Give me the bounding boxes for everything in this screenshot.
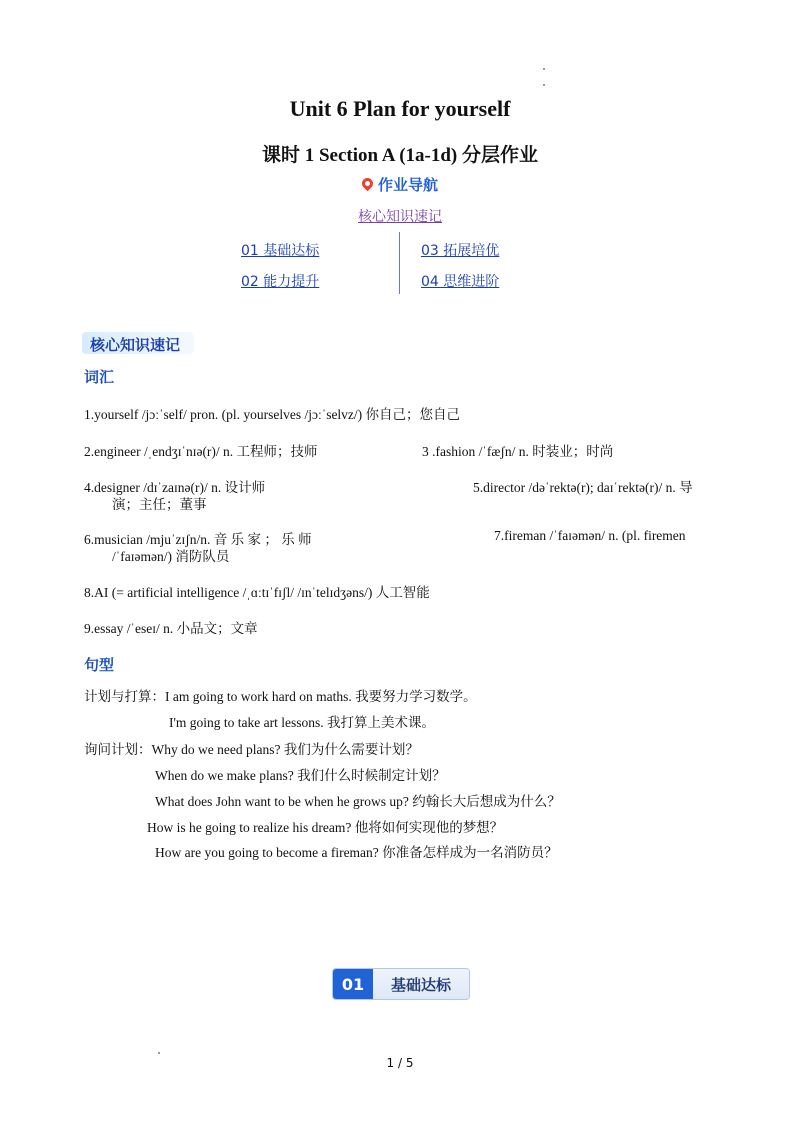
scan-dot [543, 84, 545, 86]
location-pin-icon [360, 176, 376, 192]
sentence-heading: 句型 [84, 656, 115, 674]
vocab-item: 4.designer /dɪˈzaɪnə(r)/ n. 设计师 [84, 480, 266, 495]
vocab-item-continued: 演；主任；董事 [112, 497, 207, 512]
nav-divider [399, 232, 400, 294]
sentence-line: 询问计划：Why do we need plans? 我们为什么需要计划？ [84, 742, 419, 757]
sentence-line: I'm going to take art lessons. 我打算上美术课。 [169, 715, 436, 730]
vocab-item: 8.AI (= artificial intelligence /ˌɑːtɪˈfɪʃl/ /ɪnˈtelɪdʒəns/) 人工智能 [84, 585, 430, 600]
core-knowledge-link-wrap [0, 206, 800, 226]
page-title: Unit 6 Plan for yourself [289, 96, 511, 121]
sentence-line: 计划与打算：I am going to work hard on maths. 我要努力学习数学。 [84, 689, 477, 704]
core-knowledge-link[interactable]: 核心知识速记 [358, 209, 442, 225]
nav-link-thinking[interactable]: 04 思维进阶 [421, 274, 500, 290]
homework-nav-heading [0, 174, 800, 195]
sentence-line: When do we make plans? 我们什么时候制定计划？ [155, 768, 446, 783]
section-badge [332, 968, 470, 1000]
vocab-item: 9.essay /ˈeseɪ/ n. 小品文；文章 [84, 621, 258, 636]
vocab-item: 6.musician /mjuˈzɪʃn/n. 音 乐 家 ； 乐 师 [84, 532, 312, 547]
sentence-line: What does John want to be when he grows up? 约翰长大后想成为什么？ [155, 794, 561, 809]
vocab-heading: 词汇 [84, 368, 115, 386]
page-number: 1 / 5 [386, 1056, 414, 1070]
vocab-item: 3 .fashion /ˈfæʃn/ n. 时装业；时尚 [422, 444, 614, 459]
nav-link-basic[interactable]: 01 基础达标 [241, 243, 320, 259]
nav-link-improve[interactable]: 02 能力提升 [241, 274, 320, 290]
core-knowledge-badge: 核心知识速记 [90, 336, 181, 354]
section-badge-label: 基础达标 [373, 969, 469, 999]
vocab-item-continued: /ˈfaɪəmən/) 消防队员 [112, 549, 230, 564]
scan-dot [543, 68, 545, 70]
sentence-line: How are you going to become a fireman? 你准备怎样成为一名消防员？ [155, 845, 558, 860]
vocab-item: 5.director /dəˈrektə(r); daɪˈrektə(r)/ n. 导 [473, 480, 693, 495]
vocab-item: 7.fireman /ˈfaɪəmən/ n. (pl. firemen [494, 528, 686, 543]
section-badge-number: 01 [333, 969, 373, 999]
page-subtitle: 课时 1 Section A (1a-1d) 分层作业 [261, 145, 539, 166]
scan-dot [158, 1052, 160, 1054]
sentence-line: How is he going to realize his dream? 他将如何实现他的梦想？ [147, 820, 504, 835]
homework-nav-label: 作业导航 [377, 176, 438, 194]
vocab-item: 1.yourself /jɔːˈself/ pron. (pl. yourselves /jɔːˈselvz/) 你自己；您自己 [84, 407, 461, 422]
nav-link-extend[interactable]: 03 拓展培优 [421, 243, 500, 259]
vocab-item: 2.engineer /ˌendʒɪˈnɪə(r)/ n. 工程师；技师 [84, 444, 318, 459]
